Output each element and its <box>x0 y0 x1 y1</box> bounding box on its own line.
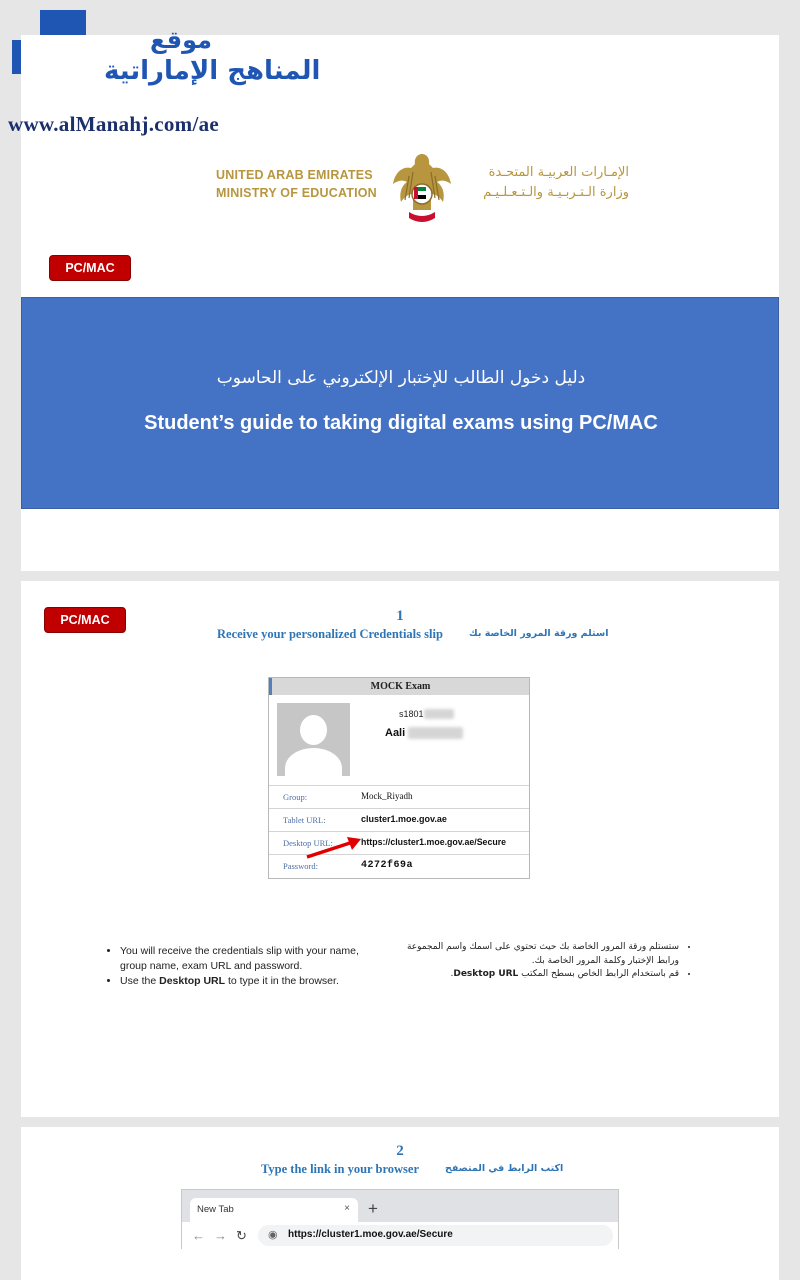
platform-badge: PC/MAC <box>49 255 131 281</box>
instruction-emphasis: Desktop URL <box>453 969 519 979</box>
instructions-en <box>105 944 375 989</box>
document-page-2 <box>21 581 779 1117</box>
slip-label: Password: <box>283 861 318 871</box>
reload-icon[interactable]: ↻ <box>236 1228 247 1243</box>
step-number: 2 <box>396 1143 404 1159</box>
title-en: Student’s guide to taking digital exams using PC/MAC <box>144 412 658 434</box>
instruction-emphasis: Desktop URL <box>159 975 226 987</box>
step-number: 1 <box>396 608 404 624</box>
slip-header: MOCK Exam <box>269 678 529 695</box>
instruction-item: • ستستلم ورقة المرور الخاصة بك حيث تحتوي على اسمك واسم المجموعة ورابط الإختبار وكلمة المرور الخاصة بك. <box>393 941 679 968</box>
student-id-prefix: s1801 <box>399 709 424 719</box>
title-banner <box>21 297 779 509</box>
slip-row-tablet-url <box>269 808 529 831</box>
instruction-item <box>393 968 679 982</box>
address-url: https://cluster1.moe.gov.ae/Secure <box>288 1229 453 1240</box>
slip-value: Mock_Riyadh <box>361 791 413 801</box>
watermark-url[interactable]: www.alManahj.com/ae <box>8 112 220 136</box>
close-icon[interactable]: × <box>344 1203 350 1214</box>
back-arrow-icon[interactable]: ← <box>192 1228 205 1243</box>
slip-label: Desktop URL: <box>283 838 333 848</box>
student-last-name-redacted <box>408 727 462 739</box>
site-info-icon[interactable]: ◉ <box>268 1229 278 1241</box>
slip-value: cluster1.moe.gov.ae <box>361 814 447 824</box>
uae-emblem-icon <box>391 150 453 226</box>
instruction-text: Use the <box>120 975 160 987</box>
title-ar: دليل دخول الطالب للإختبار الإلكتروني على الحاسوب <box>216 368 586 388</box>
step-title-ar: استلم ورقة المرور الخاصة بك <box>469 628 609 639</box>
instruction-text: to type it in the browser. <box>225 975 339 987</box>
ministry-title-ar: وزارة الـتـربـيـة والـتـعـلـيـم <box>483 185 629 200</box>
instructions-ar <box>393 941 693 982</box>
ministry-country-ar: الإمـارات العربيـة المتحـدة <box>488 165 629 180</box>
student-id <box>399 709 454 719</box>
student-avatar <box>277 703 350 776</box>
slip-value: 4272f69a <box>361 860 414 871</box>
student-first-name: Aali <box>385 727 406 739</box>
slip-row-group <box>269 785 529 808</box>
ministry-name-en <box>216 166 377 202</box>
step-title-en: Receive your personalized Credentials slip <box>217 627 443 641</box>
student-name <box>385 727 463 739</box>
ministry-title-en: MINISTRY OF EDUCATION <box>216 186 377 200</box>
document-page-3 <box>21 1127 779 1280</box>
address-bar[interactable] <box>258 1225 613 1246</box>
step-title-en: Type the link in your browser <box>261 1162 420 1176</box>
slip-label: Tablet URL: <box>283 815 326 825</box>
browser-toolbar <box>182 1222 618 1249</box>
new-tab-icon[interactable]: + <box>368 1199 378 1218</box>
slip-value: https://cluster1.moe.gov.ae/Secure <box>361 837 507 847</box>
browser-tab[interactable] <box>190 1198 358 1222</box>
browser-mockup <box>181 1189 619 1249</box>
ministry-name-ar <box>459 163 629 203</box>
watermark-text-ar-2: المناهج الإماراتية <box>104 56 321 86</box>
forward-arrow-icon[interactable]: → <box>214 1228 227 1243</box>
tab-label: New Tab <box>197 1204 234 1215</box>
instruction-text: . <box>450 969 454 979</box>
ministry-country-en: UNITED ARAB EMIRATES <box>216 168 373 182</box>
step-title-ar: اكتب الرابط في المتصفح <box>445 1163 564 1174</box>
student-id-redacted <box>424 709 454 719</box>
red-arrow-icon <box>303 833 603 863</box>
platform-badge: PC/MAC <box>44 607 126 633</box>
instruction-item: • You will receive the credentials slip with your name, group name, exam URL and password. <box>120 944 375 974</box>
instruction-item <box>120 974 375 989</box>
slip-label: Group: <box>283 792 308 802</box>
instruction-text: قم باستخدام الرابط الخاص بسطح المكتب <box>518 969 679 979</box>
watermark-text-ar-1: موقع <box>150 26 213 54</box>
